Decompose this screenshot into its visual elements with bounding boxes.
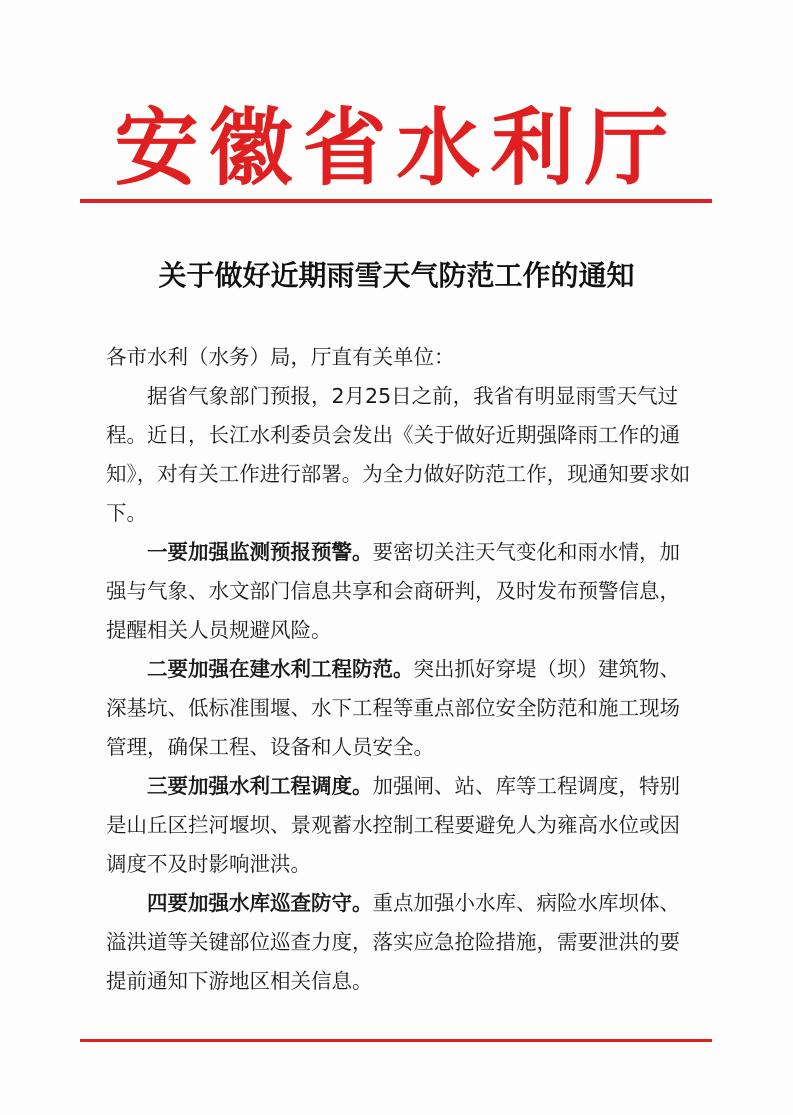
footer-red-rule <box>80 1039 712 1042</box>
item-text-3: 加强闸、站、库等工程调度，特别是山丘区拦河堰坝、景观蓄水控制工程要避免人为雍高水位或因调度不及时影响泄洪。 <box>106 774 680 876</box>
item-paragraph-3 <box>106 767 698 884</box>
item-paragraph-4 <box>106 884 698 1001</box>
letterhead-org-name: 安徽省水利厅 <box>114 98 679 197</box>
item-paragraph-1 <box>106 533 698 650</box>
item-lead-1: 一要加强监测预报预警。 <box>147 540 373 564</box>
item-text-4: 重点加强小水库、病险水库坝体、溢洪道等关键部位巡查力度，落实应急抢险措施，需要泄洪的要提前通知下游地区相关信息。 <box>106 891 680 993</box>
item-text-2: 突出抓好穿堤（坝）建筑物、深基坑、低标准围堰、水下工程等重点部位安全防范和施工现场管理，确保工程、设备和人员安全。 <box>106 657 680 759</box>
item-lead-4: 四要加强水库巡查防守。 <box>147 891 373 915</box>
document-body <box>106 338 698 1001</box>
item-lead-2: 二要加强在建水利工程防范。 <box>147 657 414 681</box>
intro-paragraph: 据省气象部门预报，2月25日之前，我省有明显雨雪天气过程。近日，长江水利委员会发出《关于做好近期强降雨工作的通知》，对有关工作进行部署。为全力做好防范工作，现通知要求如下。 <box>106 384 691 525</box>
document-title: 关于做好近期雨雪天气防范工作的通知 <box>158 259 635 292</box>
letterhead-red-rule <box>80 199 712 203</box>
item-paragraph-2 <box>106 650 698 767</box>
salutation: 各市水利（水务）局，厅直有关单位： <box>106 345 455 369</box>
item-text-1: 要密切关注天气变化和雨水情，加强与气象、水文部门信息共享和会商研判，及时发布预警信息，提醒相关人员规避风险。 <box>106 540 680 642</box>
item-lead-3: 三要加强水利工程调度。 <box>147 774 373 798</box>
